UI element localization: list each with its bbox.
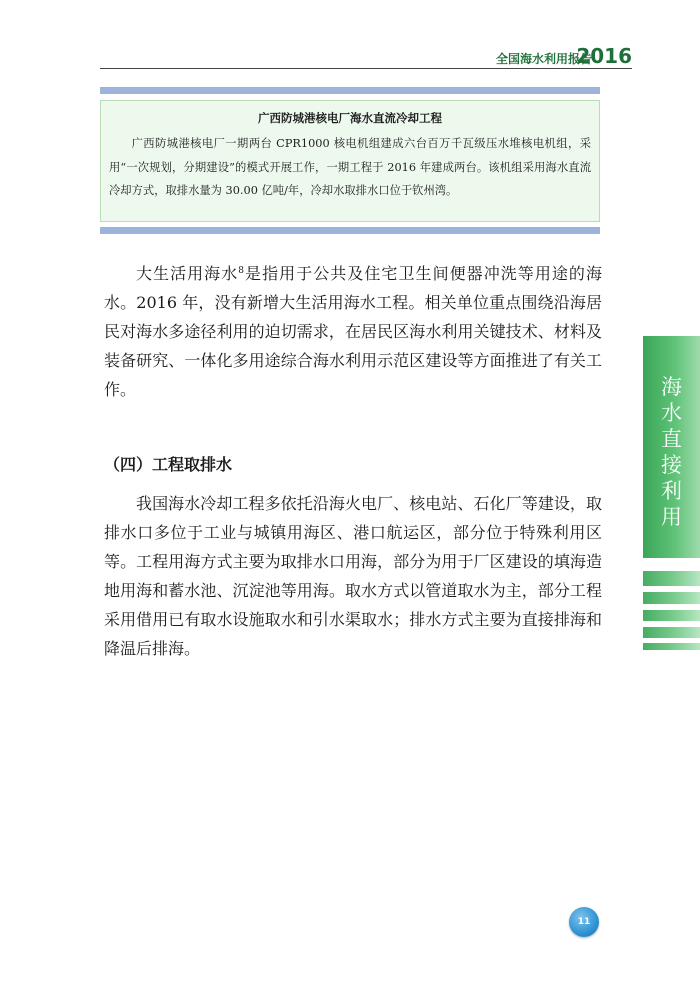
report-year: 2016	[576, 44, 632, 68]
side-stripe	[643, 571, 700, 586]
case-study-box	[100, 100, 600, 222]
case-study-title: 广西防城港核电厂海水直流冷却工程	[258, 111, 442, 125]
side-stripe	[643, 610, 700, 621]
side-tab-char: 直	[661, 427, 682, 451]
chapter-side-tab	[643, 336, 700, 558]
side-tab-char: 利	[661, 479, 682, 503]
paragraph-domestic-seawater	[104, 257, 602, 404]
footnote-marker: 8	[238, 266, 245, 276]
section-heading: （四）工程取排水	[104, 455, 233, 474]
case-box-top-bar	[100, 87, 600, 94]
page-number-badge: 11	[569, 907, 599, 937]
side-tab-char: 接	[661, 453, 682, 477]
side-stripe	[643, 627, 700, 638]
side-tab-char: 海	[661, 375, 682, 399]
paragraph-rest: 是指用于公共及住宅卫生间便器冲洗等用途的海水。2016 年，没有新增大生活用海水工程。相关单位重点围绕沿海居民对海水多途径利用的迫切需求，在居民区海水利用关键技术、材料及装备研究、一体化多用途综合海水利用示范区建设等方面推进了有关工作。	[104, 264, 602, 399]
header-rule	[100, 68, 632, 69]
case-study-body: 广西防城港核电厂一期两台 CPR1000 核电机组建成六台百万千瓦级压水堆核电机组，采用“一次规划，分期建设”的模式开展工作，一期工程于 2016 年建成两台。该机组采用海水直流冷却方式，取排水量为 30.00 亿吨/年，冷却水取排水口位于钦州湾。	[109, 137, 591, 197]
side-stripe	[643, 643, 700, 650]
side-tab-char: 用	[661, 505, 682, 529]
report-title: 全国海水利用报告	[495, 52, 592, 66]
side-stripe	[643, 592, 700, 604]
paragraph-lead: 大生活用海水	[136, 264, 239, 283]
case-box-bottom-bar	[100, 227, 600, 234]
side-tab-char: 水	[661, 401, 682, 425]
paragraph-intake-discharge: 我国海水冷却工程多依托沿海火电厂、核电站、石化厂等建设，取排水口多位于工业与城镇用海区、港口航运区，部分位于特殊利用区等。工程用海方式主要为取排水口用海，部分为用于厂区建设的填海造地用海和蓄水池、沉淀池等用海。取水方式以管道取水为主，部分工程采用借用已有取水设施取水和引水渠取水；排水方式主要为直接排海和降温后排海。	[104, 494, 602, 658]
